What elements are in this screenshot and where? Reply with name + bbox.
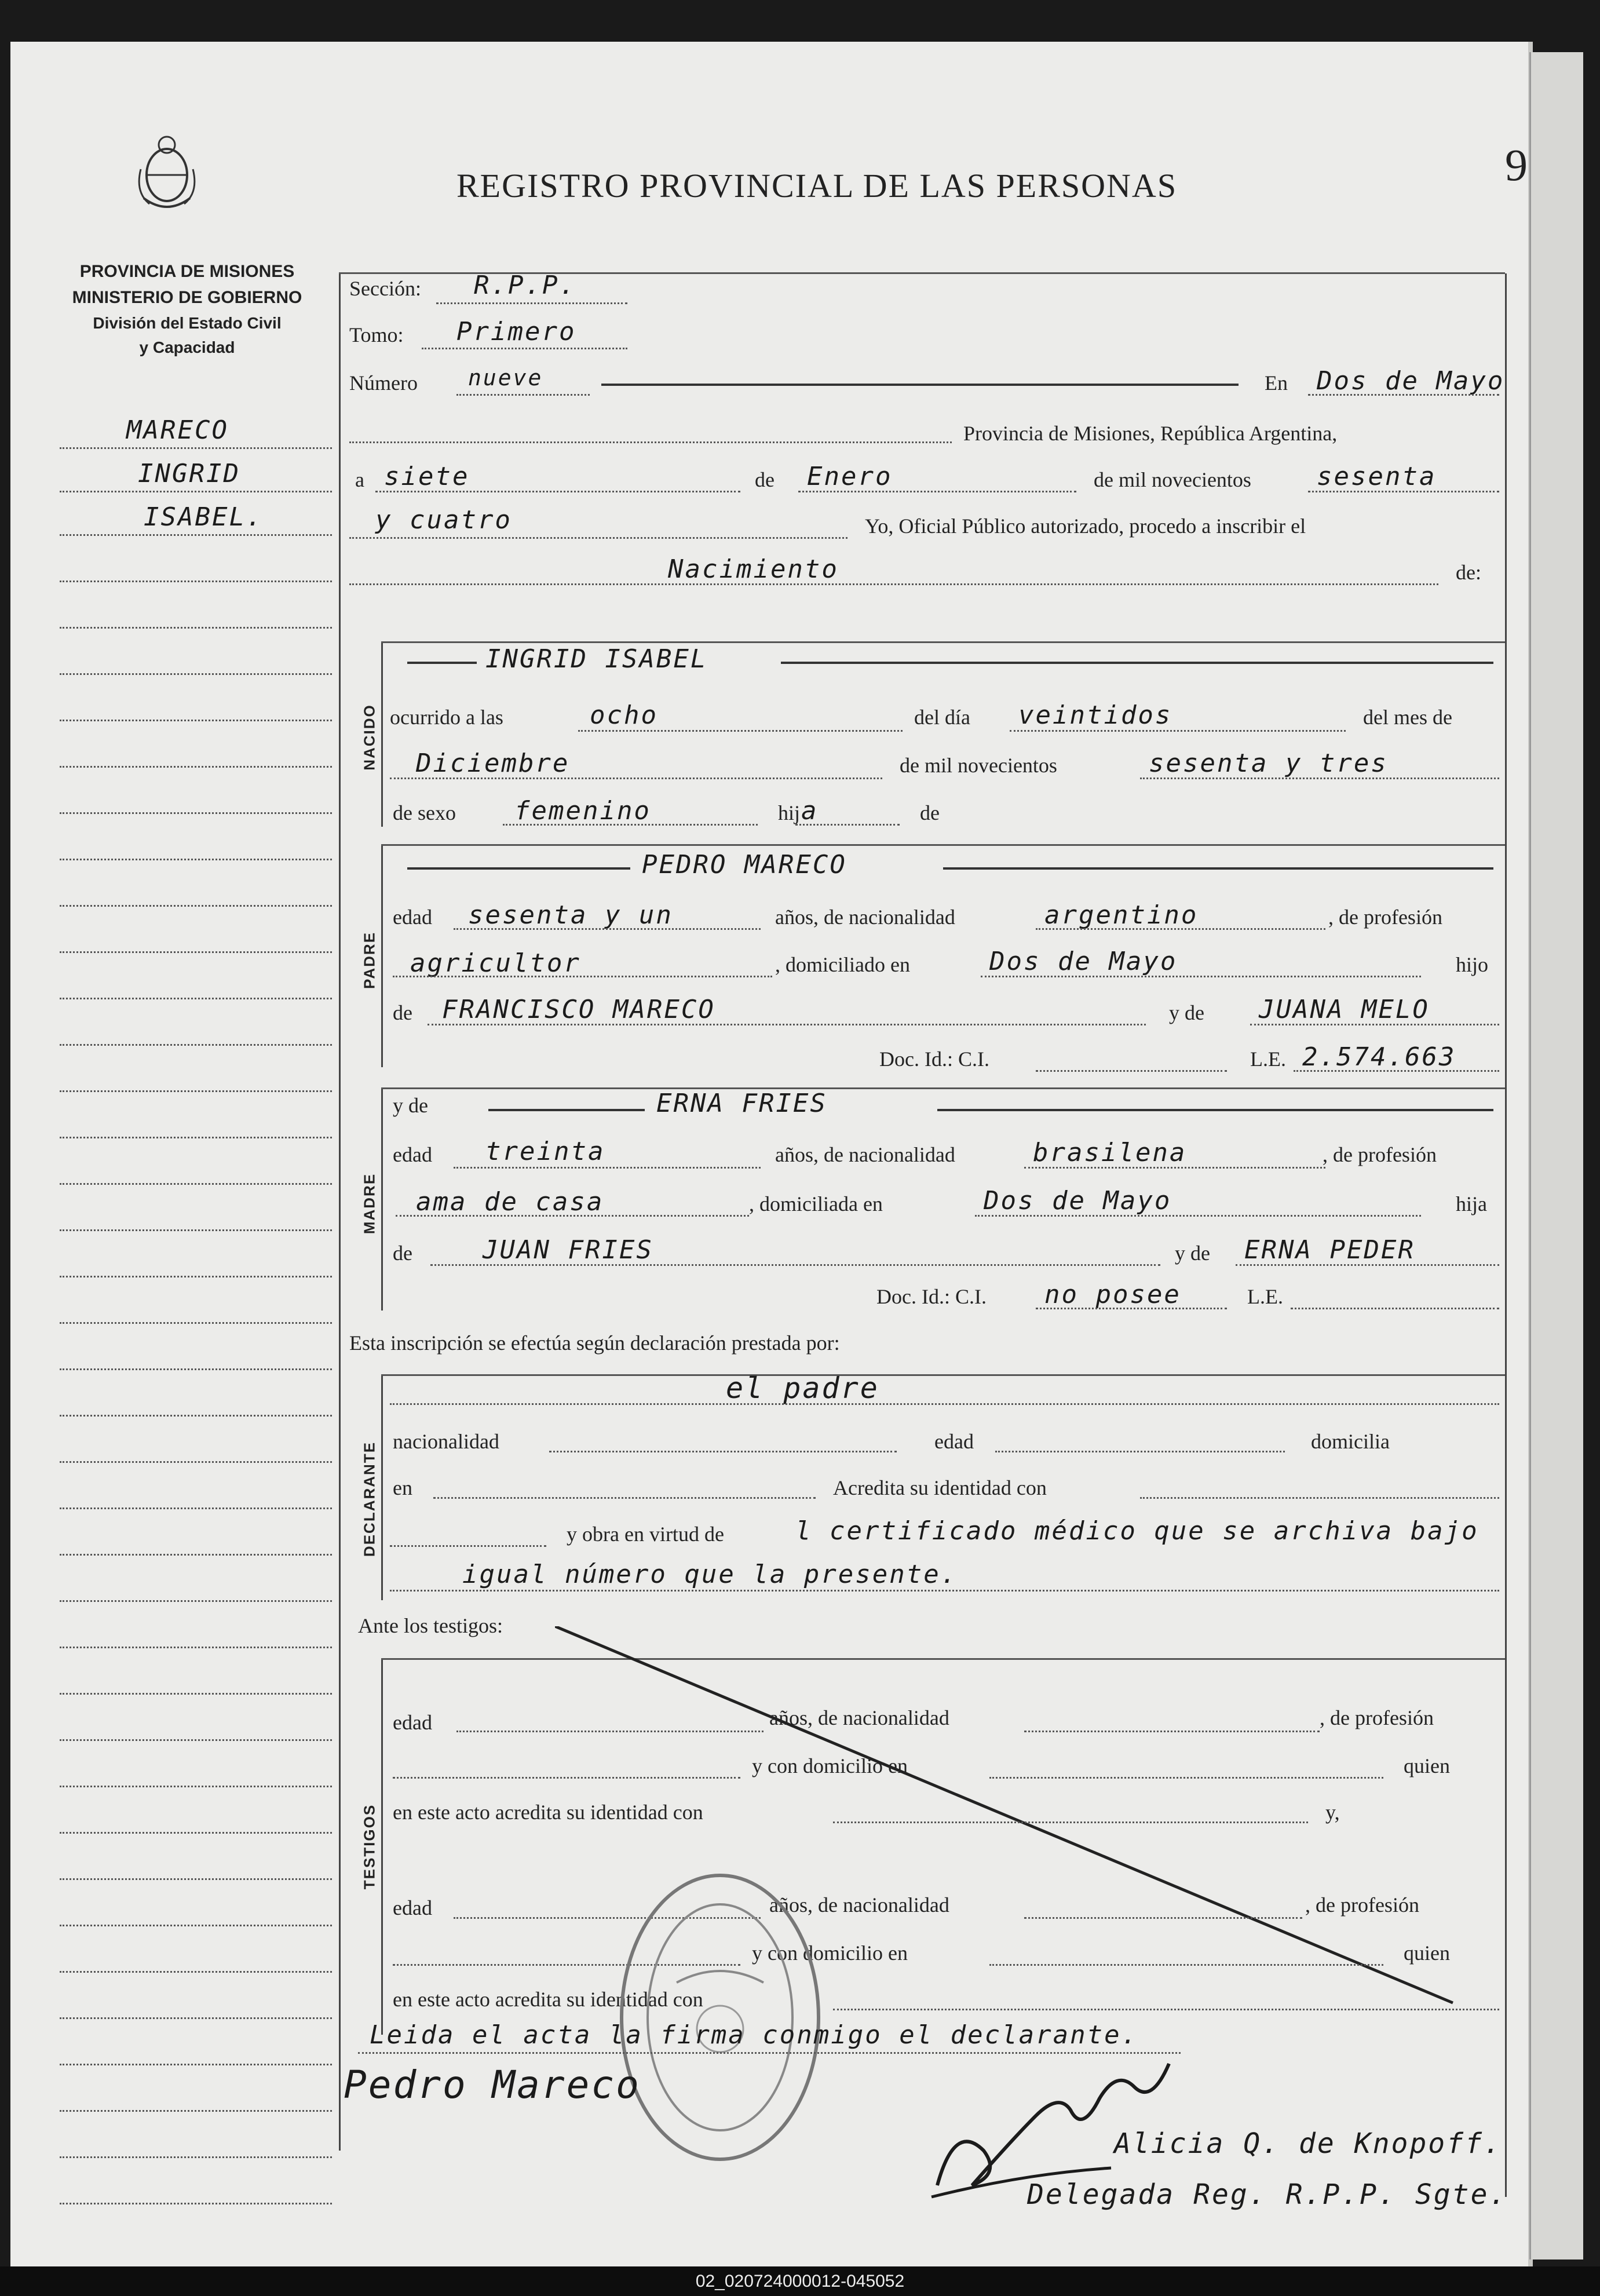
padre-edad-label: edad: [393, 906, 432, 929]
numero-label: Número: [349, 371, 418, 395]
declarante-section-label: DECLARANTE: [360, 1441, 378, 1557]
decl-virtud-value: l certificado médico que se archiva bajo: [795, 1516, 1479, 1546]
decl-edad-label: edad: [934, 1430, 974, 1453]
birth-hour-value: ocho: [590, 700, 658, 730]
paternal-grandmother-value: JUANA MELO: [1259, 995, 1430, 1024]
mother-nationality-value: brasilena: [1033, 1138, 1187, 1167]
sexo-label: de sexo: [393, 801, 456, 824]
padre-doc-label: Doc. Id.: C.I.: [879, 1047, 989, 1071]
maternal-grandmother-value: ERNA PEDER: [1244, 1235, 1415, 1265]
year-label: de mil novecientos: [1094, 468, 1251, 491]
testigos-section-label: TESTIGOS: [360, 1804, 378, 1890]
t1-nac-label: años, de nacionalidad: [769, 1706, 949, 1729]
margin-name-1: INGRID: [138, 459, 240, 488]
org-ministry: MINISTERIO DE GOBIERNO: [72, 288, 302, 307]
hijo-label: hijo: [1456, 953, 1489, 976]
mother-domicile-value: Dos de Mayo: [984, 1186, 1172, 1215]
hij-de-label: de: [920, 801, 940, 824]
padre-dom-label: , domiciliado en: [775, 953, 910, 976]
padre-le-label: L.E.: [1250, 1047, 1286, 1071]
en-label: En: [1265, 371, 1288, 395]
coat-of-arms-icon: [135, 129, 199, 216]
t1-quien-label: quien: [1404, 1754, 1450, 1777]
decl-virtud-label: y obra en virtud de: [567, 1523, 724, 1546]
seccion-label: Sección:: [349, 277, 421, 300]
father-le-value: 2.574.663: [1302, 1042, 1456, 1072]
madre-nac-label: años, de nacionalidad: [775, 1143, 955, 1166]
birth-day-value: veintidos: [1018, 700, 1172, 730]
hij-label: hij: [778, 801, 801, 824]
act-type: Nacimiento: [668, 554, 839, 584]
t1-edad-label: edad: [393, 1711, 432, 1734]
father-domicile-value: Dos de Mayo: [989, 947, 1178, 976]
t2-edad-label: edad: [393, 1896, 432, 1919]
decl-nac-label: nacionalidad: [393, 1430, 499, 1453]
madre-section-label: MADRE: [360, 1173, 378, 1235]
officer-title: Delegada Reg. R.P.P. Sgte.: [1027, 2178, 1508, 2211]
page-edge: [1529, 52, 1583, 2260]
de-label: de: [755, 468, 775, 491]
nacido-section-label: NACIDO: [360, 704, 378, 771]
t2-quien-label: quien: [1404, 1941, 1450, 1965]
sexo-value: femenino: [514, 796, 651, 826]
paternal-grandfather-value: FRANCISCO MARECO: [442, 995, 715, 1024]
mother-age-value: treinta: [485, 1137, 605, 1166]
margin-surname: MARECO: [126, 415, 229, 445]
padre-de-label: de: [393, 1001, 412, 1024]
t1-prof-label: , de profesión: [1320, 1706, 1434, 1729]
padre-prof-label: , de profesión: [1328, 906, 1442, 929]
dia-label: del día: [914, 706, 970, 729]
officer-name: Alicia Q. de Knopoff.: [1114, 2127, 1502, 2160]
day-value: siete: [384, 462, 470, 491]
mother-doc-value: no posee: [1044, 1280, 1181, 1309]
year-value: sesenta: [1317, 462, 1437, 491]
padre-section-label: PADRE: [360, 931, 378, 990]
madre-edad-label: edad: [393, 1143, 432, 1166]
madre-prof-label: , de profesión: [1323, 1143, 1437, 1166]
t2-dom-label: y con domicilio en: [752, 1941, 908, 1965]
decl-dom-label: domicilia: [1311, 1430, 1390, 1453]
document-page: [10, 42, 1533, 2266]
t2-nac-label: años, de nacionalidad: [769, 1893, 949, 1917]
page-number: 9: [1505, 140, 1528, 190]
officer-text: Yo, Oficial Público autorizado, procedo a inscribir el: [865, 514, 1306, 538]
margin-name-2: ISABEL.: [144, 502, 264, 532]
tomo-value: Primero: [456, 317, 576, 346]
father-profession-value: agricultor: [410, 948, 581, 978]
madre-le-label: L.E.: [1247, 1285, 1283, 1308]
madre-yde-label: y de: [393, 1094, 428, 1117]
t2-prof-label: , de profesión: [1305, 1893, 1419, 1917]
mother-profession-value: ama de casa: [416, 1187, 604, 1217]
document-title: REGISTRO PROVINCIAL DE LAS PERSONAS: [456, 167, 1178, 205]
t1-acredita-label: en este acto acredita su identidad con: [393, 1801, 703, 1824]
nacido-name: INGRID ISABEL: [485, 644, 708, 674]
birth-year-label: de mil novecientos: [900, 754, 1057, 777]
hij-suffix: a: [801, 796, 819, 826]
t1-dom-label: y con domicilio en: [752, 1754, 908, 1777]
org-province: PROVINCIA DE MISIONES: [79, 262, 295, 281]
decl-en-label: en: [393, 1476, 412, 1499]
year-continuation: y cuatro: [375, 505, 512, 535]
birth-year-value: sesenta y tres: [1149, 749, 1388, 778]
tomo-label: Tomo:: [349, 323, 404, 346]
madre-doc-label: Doc. Id.: C.I.: [876, 1285, 987, 1308]
decl-acredita-label: Acredita su identidad con: [833, 1476, 1047, 1499]
father-name: PEDRO MARECO: [642, 850, 847, 879]
father-age-value: sesenta y un: [468, 900, 673, 930]
t1-y-label: y,: [1325, 1801, 1340, 1824]
numero-value: nueve: [468, 365, 543, 390]
footer-image-id: 02_020724000012-045052: [0, 2266, 1600, 2296]
testigos-intro: Ante los testigos:: [358, 1614, 503, 1637]
decl-virtud-continuation: igual número que la presente.: [462, 1560, 958, 1589]
declarante-value: el padre: [726, 1371, 879, 1405]
en-value: Dos de Mayo: [1317, 366, 1505, 396]
hija-label: hija: [1456, 1192, 1487, 1215]
mes-label: del mes de: [1363, 706, 1452, 729]
official-stamp-icon: [613, 1867, 827, 2168]
de-colon: de:: [1456, 561, 1481, 584]
seccion-value: R.P.P.: [474, 271, 576, 300]
ocurrido-label: ocurrido a las: [390, 706, 503, 729]
org-division: División del Estado Civil: [93, 314, 282, 332]
t2-acredita-label: en este acto acredita su identidad con: [393, 1988, 703, 2011]
madre-yde2-label: y de: [1175, 1242, 1210, 1265]
birth-month-value: Diciembre: [416, 749, 570, 778]
closing-statement: Leida el acta la firma conmigo el declarante.: [370, 2020, 1139, 2050]
org-capacidad: y Capacidad: [139, 338, 235, 356]
mother-name: ERNA FRIES: [656, 1089, 827, 1118]
padre-yde-label: y de: [1169, 1001, 1204, 1024]
padre-nac-label: años, de nacionalidad: [775, 906, 955, 929]
maternal-grandfather-value: JUAN FRIES: [483, 1235, 653, 1265]
father-nationality-value: argentino: [1044, 900, 1199, 930]
month-value: Enero: [807, 462, 893, 491]
a-label: a: [355, 468, 364, 491]
declarante-signature: Pedro Mareco: [344, 2063, 641, 2107]
province-text: Provincia de Misiones, República Argentina,: [963, 422, 1338, 445]
declaracion-text: Esta inscripción se efectúa según declaración prestada por:: [349, 1331, 840, 1355]
main-frame-right: [1505, 273, 1507, 2197]
madre-dom-label: , domiciliada en: [749, 1192, 883, 1215]
main-frame-left: [339, 273, 341, 2151]
madre-de-label: de: [393, 1242, 412, 1265]
